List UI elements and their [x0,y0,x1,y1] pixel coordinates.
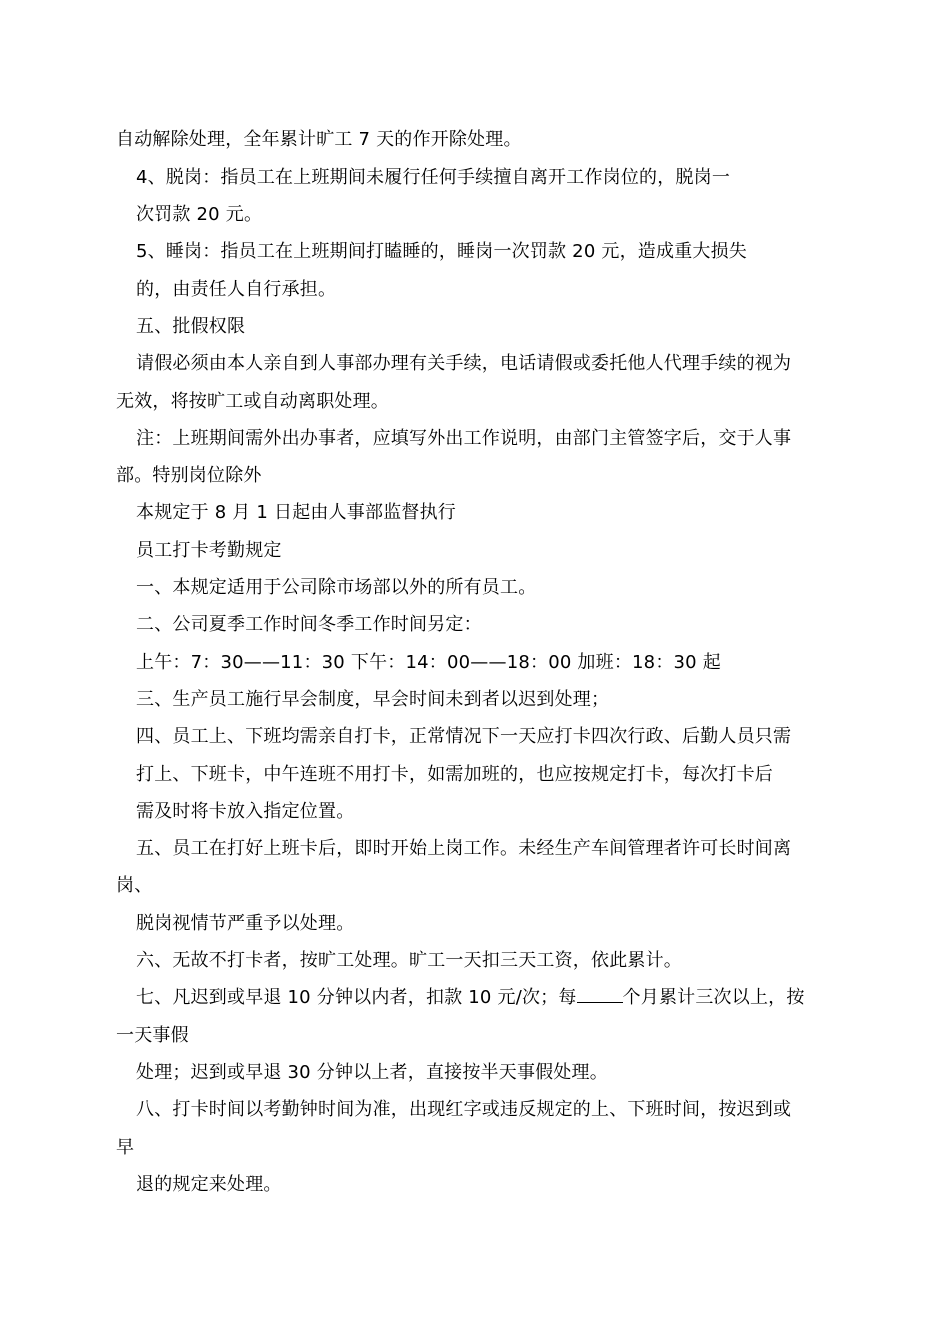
text-line: 四、员工上、下班均需亲自打卡，正常情况下一天应打卡四次行政、后勤人员只需 [136,726,792,747]
text-line: 岗、 [116,875,153,896]
text-line: 无效，将按旷工或自动离职处理。 [116,391,389,412]
text-line [136,986,805,1010]
text-line: 脱岗视情节严重予以处理。 [136,913,355,934]
document-title: 员工打卡考勤规定 [136,540,282,561]
text-line: 需及时将卡放入指定位置。 [136,801,355,822]
text-line: 三、生产员工施行早会制度，早会时间未到者以迟到处理； [136,689,610,710]
text-line: 二、公司夏季工作时间冬季工作时间另定： [136,614,482,635]
text-line: 部。特别岗位除外 [116,465,262,486]
text-line: 4、脱岗：指员工在上班期间未履行任何手续擅自离开工作岗位的，脱岗一 [136,167,731,188]
text-line: 八、打卡时间以考勤钟时间为准，出现红字或违反规定的上、下班时间，按迟到或 [136,1099,792,1120]
text-line: 处理；迟到或早退 30 分钟以上者，直接按半天事假处理。 [136,1062,608,1083]
blank-underline [577,988,623,1003]
text-line: 早 [116,1137,135,1158]
text-line: 注：上班期间需外出办事者，应填写外出工作说明，由部门主管签字后，交于人事 [136,428,792,449]
text-line: 一、本规定适用于公司除市场部以外的所有员工。 [136,577,537,598]
text-line: 次罚款 20 元。 [136,204,263,225]
section-heading: 五、批假权限 [136,316,246,337]
text-line: 六、无故不打卡者，按旷工处理。旷工一天扣三天工资，依此累计。 [136,950,682,971]
text-line: 五、员工在打好上班卡后，即时开始上岗工作。未经生产车间管理者许可长时间离 [136,838,792,859]
text-line: 的，由责任人自行承担。 [136,279,337,300]
text-line: 请假必须由本人亲自到人事部办理有关手续，电话请假或委托他人代理手续的视为 [136,353,792,374]
text-line: 一天事假 [116,1025,189,1046]
text-line: 5、睡岗：指员工在上班期间打瞌睡的，睡岗一次罚款 20 元，造成重大损失 [136,241,747,262]
text-line: 自动解除处理，全年累计旷工 7 天的作开除处理。 [116,129,522,150]
text-segment: 七、凡迟到或早退 10 分钟以内者，扣款 10 元/次；每 [136,987,577,1008]
text-segment: 个月累计三次以上，按 [622,987,805,1008]
text-line: 上午：7：30——11：30 下午：14：00——18：00 加班：18：30 起 [136,652,721,673]
text-line: 打上、下班卡，中午连班不用打卡，如需加班的，也应按规定打卡，每次打卡后 [136,764,773,785]
text-line: 退的规定来处理。 [136,1174,282,1195]
text-line: 本规定于 8 月 1 日起由人事部监督执行 [136,502,456,523]
